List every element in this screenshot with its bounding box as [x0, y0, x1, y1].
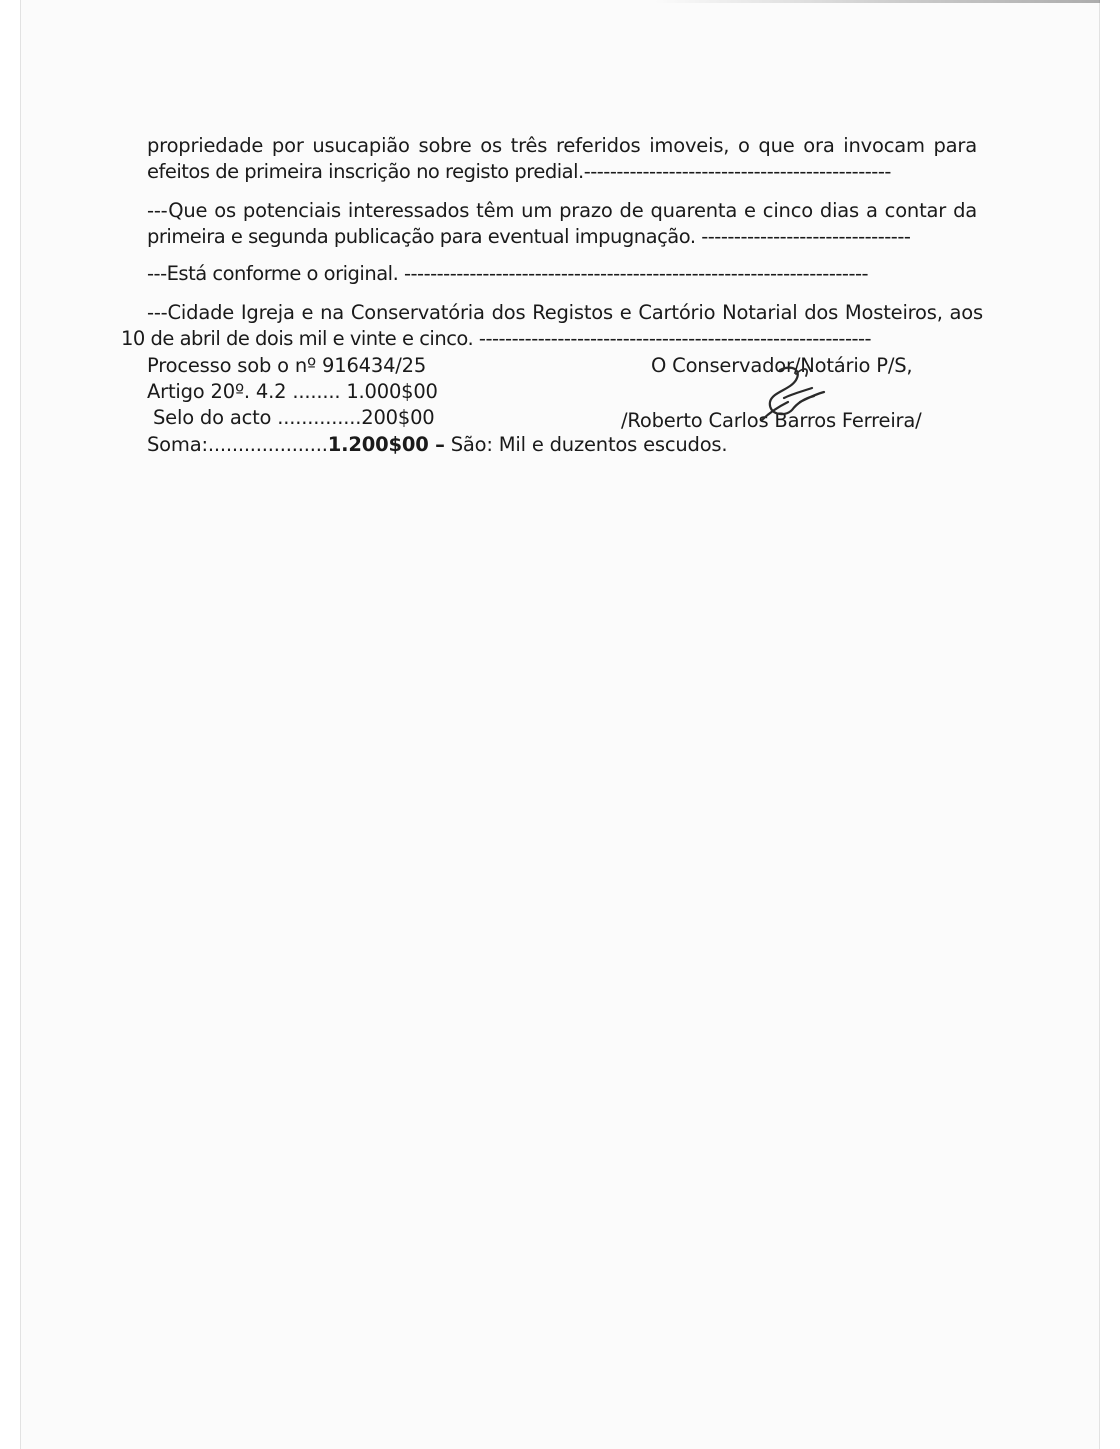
sum-value: 1.200$00 – [327, 433, 445, 456]
paragraph-3: ---Está conforme o original. ----------------------------------------------------------------------- [147, 262, 869, 285]
page-edge-shadow [655, 0, 1100, 3]
paragraph-2-line-1: ---Que os potenciais interessados têm um prazo de quarenta e cinco dias a contar da [147, 199, 977, 222]
signatory-name: /Roberto Carlos Barros Ferreira/ [621, 409, 922, 432]
paragraph-2-line-2: primeira e segunda publicação para eventual impugnação. -------------------------------- [147, 225, 911, 248]
paragraph-4-line-1: ---Cidade Igreja e na Conservatória dos Registos e Cartório Notarial dos Mosteiros, aos [147, 301, 983, 324]
handwritten-signature [740, 362, 830, 432]
sum-label: Soma:.................... [147, 433, 328, 456]
seal-fee: Selo do acto ..............200$00 [153, 406, 435, 429]
sum-words: São: Mil e duzentos escudos. [444, 433, 728, 456]
right-margin [1100, 0, 1120, 1449]
process-number: Processo sob o nº 916434/25 [147, 354, 427, 377]
left-margin [0, 0, 20, 1449]
fee-sum-line [147, 432, 727, 458]
paragraph-4-line-2: 10 de abril de dois mil e vinte e cinco. ------------------------------------------------------------ [121, 327, 872, 350]
signatory-title: O Conservador/Notário P/S, [651, 354, 913, 377]
paragraph-1-line-1: propriedade por usucapião sobre os três referidos imoveis, o que ora invocam para [147, 134, 977, 157]
article-fee: Artigo 20º. 4.2 ........ 1.000$00 [147, 380, 438, 403]
paragraph-1-line-2: efeitos de primeira inscrição no registo predial.----------------------------------------------- [147, 160, 891, 183]
